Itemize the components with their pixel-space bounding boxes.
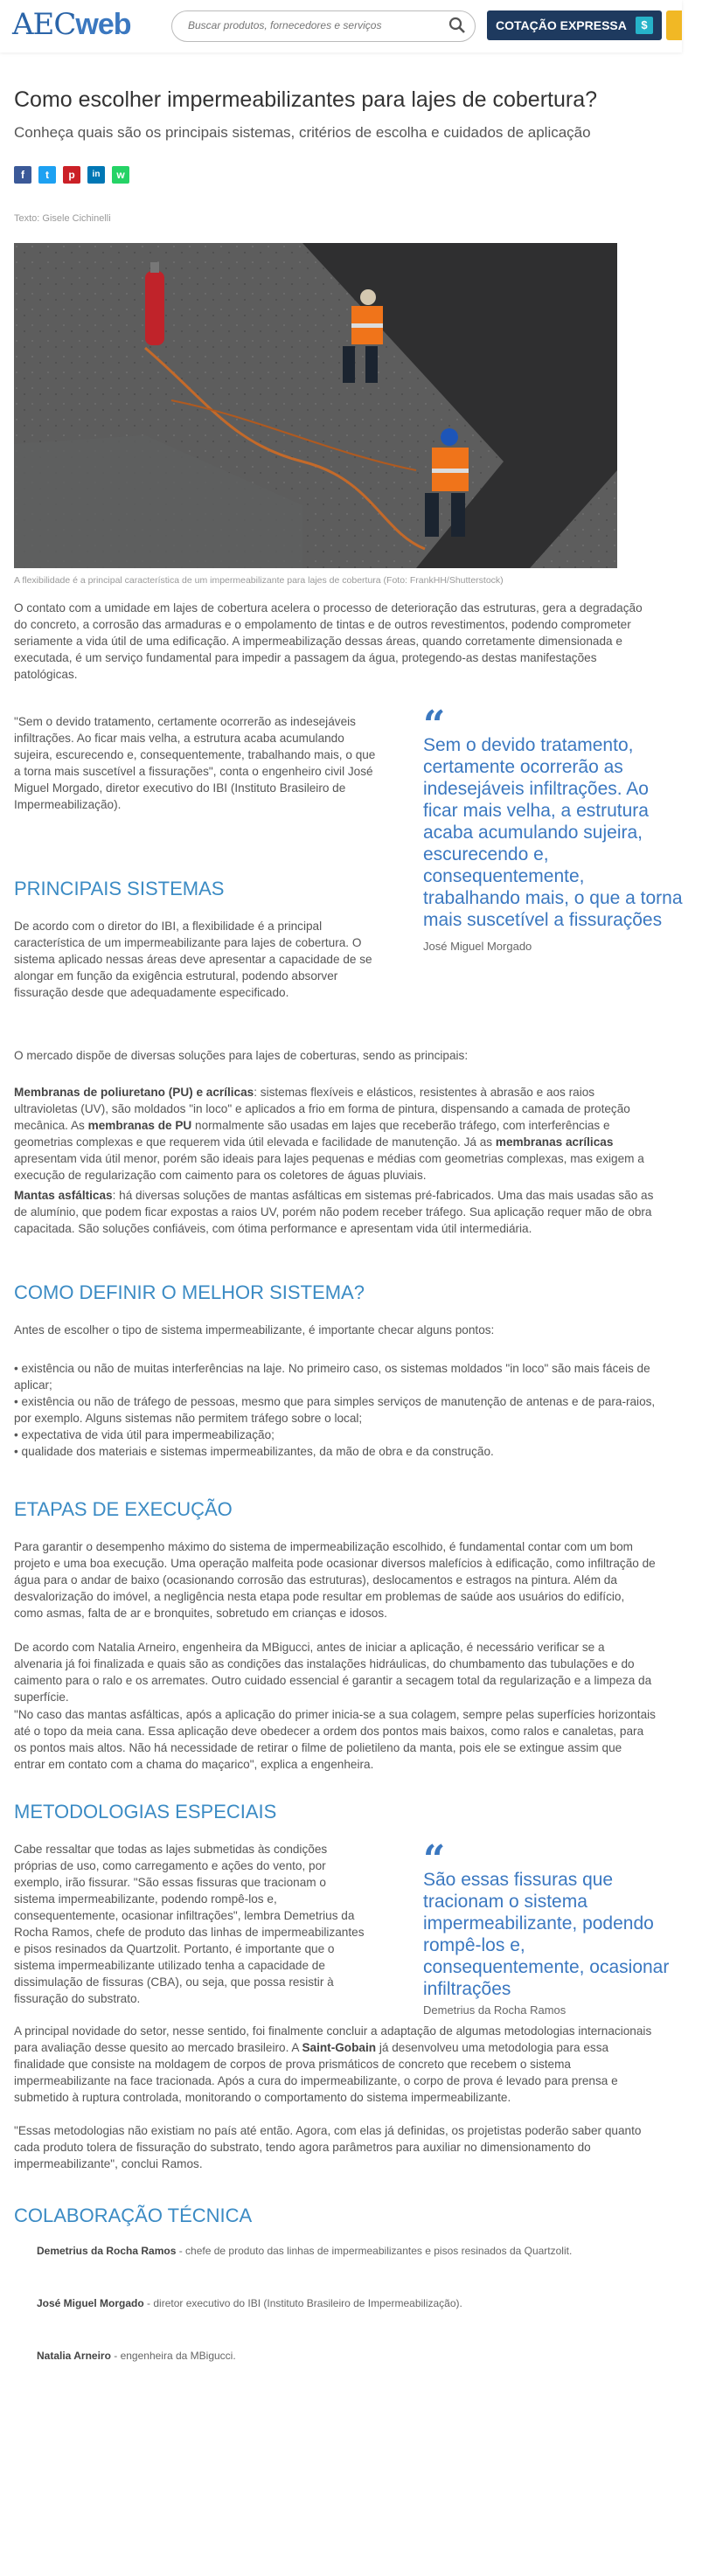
- quote-text: Sem o devido tratamento, certamente ocorrerão as indesejáveis infiltrações. Ao ficar mais velha, a estrutura acaba acumulando sujeira, escurecendo e, consequentemente, trabalhando mais, o que a torna mais suscetível a fissurações: [423, 735, 683, 930]
- whatsapp-share-icon[interactable]: w: [112, 166, 129, 184]
- section-heading-metodologias: METODOLOGIAS ESPECIAIS: [14, 1801, 277, 1823]
- facebook-share-icon[interactable]: f: [14, 166, 31, 184]
- paragraph: "Sem o devido tratamento, certamente ocorrerão as indesejáveis infiltrações. Ao ficar mais velha, a estrutura acaba acumulando sujeira, escurecendo e, consequentemente, trabalhando mais, o que a torna mais suscetível a fissurações", conta o engenheiro civil José Miguel Morgado, diretor executivo do IBI (Instituto Brasileiro de Impermeabilização).: [14, 715, 376, 811]
- dollar-icon: $: [636, 17, 653, 34]
- article-author: Texto: Gisele Cichinelli: [14, 213, 111, 224]
- section-heading-etapas: ETAPAS DE EXECUÇÃO: [14, 1498, 233, 1520]
- paragraph: "Essas metodologias não existiam no país até então. Agora, com elas já definidas, os projetistas poderão saber quanto cada produto tolera de fissuração do substrato, tendo agora parâmetros para auxiliar no dimensionamento do impermeabilizante", conclui Ramos.: [14, 2124, 642, 2170]
- collaborator-item: José Miguel Morgado - diretor executivo do IBI (Instituto Brasileiro de Impermeabilização).: [37, 2297, 462, 2309]
- pinterest-share-icon[interactable]: p: [63, 166, 80, 184]
- paragraph: Antes de escolher o tipo de sistema impermeabilizante, é importante checar alguns pontos:: [14, 1323, 495, 1337]
- paragraph: Cabe ressaltar que todas as lajes submetidas às condições próprias de uso, como carregamento e ações do vento, por exemplo, irão fissurar. "São essas fissuras que tracionam o sistema impermeabilizante, podendo rompê-los e, consequentemente, ocasionar infiltrações", lembra Demetrius da Rocha Ramos, chefe de produto das linhas de impermeabilizantes e pisos resinados da Quartzolit. Portanto, é importante que o sistema impermeabilizante utilizado tenha a capacidade de dissimulação de fissuras (CBA), ou seja, que possa resistir à fissuração do substrato.: [14, 1843, 365, 2005]
- paragraph: O contato com a umidade em lajes de cobertura acelera o processo de deterioração das estruturas, gera a degradação do concreto, a corrosão das armaduras e o empolamento de tintas e de outros revestimentos, podendo comprometer seriamente a vida útil de uma edificação. A impermeabilização dessas áreas, quando corretamente dimensionada e executada, é um serviço fundamental para impedir a passagem da água, protegendo-as destas manifestações patológicas.: [14, 601, 643, 681]
- paragraph: Mantas asfálticas: há diversas soluções de mantas asfálticas em sistemas pré-fabricados. Uma das mais usadas são as de alumínio, que podem ficar expostas a raios UV, porém não podem receber tráfego. Sua aplicação requer mão de obra capacitada. São soluções confiáveis, com ótima performance e apresentam vida útil intermediária.: [14, 1189, 654, 1235]
- menu-button[interactable]: [666, 10, 682, 40]
- paragraph: O mercado dispõe de diversas soluções para lajes de coberturas, sendo as principais:: [14, 1049, 469, 1062]
- paragraph: Para garantir o desempenho máximo do sistema de impermeabilização escolhido, é fundamental contar com um bom projeto e uma boa execução. Uma operação malfeita pode ocasionar diversos malefícios à edificação, como infiltração de água para o andar de baixo (ocasionando corrosão das estruturas), deslocamentos e estragos na pintura. Além da desvalorização do imóvel, a negligência nesta etapa pode resultar em problemas de saúde aos usuários do edifício, como asmas, falta de ar e bronquites, sobretudo em crianças e idosos.: [14, 1540, 656, 1620]
- section-heading-colaboracao: COLABORAÇÃO TÉCNICA: [14, 2205, 253, 2226]
- quote-author: Demetrius da Rocha Ramos: [423, 2003, 567, 2017]
- paragraph: A principal novidade do setor, nesse sentido, foi finalmente concluir a adaptação de algumas metodologias internacionais para avaliação desse quesito ao mercado brasileiro. A Saint-Gobain já desenvolveu uma metodologia para essa finalidade que consiste na moldagem de corpos de prova prismáticos de concreto que recebem o sistema impermeabilizante na face tracionada. Após a cura do impermeabilizante, o corpo de prova é levado para prensa e submetido à ruptura controlada, monitorando o comportamento do sistema impermeabilizante.: [14, 2024, 652, 2104]
- collaborator-item: Demetrius da Rocha Ramos - chefe de produto das linhas de impermeabilizantes e pisos resinados da Quartzolit.: [37, 2245, 573, 2257]
- quote-text: São essas fissuras que tracionam o sistema impermeabilizante, podendo rompê-los e, consequentemente, ocasionar infiltrações: [423, 1870, 670, 1999]
- section-heading-definir: COMO DEFINIR O MELHOR SISTEMA?: [14, 1281, 365, 1303]
- article-photo: [14, 243, 617, 568]
- bullet-item: • existência ou não de tráfego de pessoas, mesmo que para simples serviços de manutenção de antenas e de para-raios, por exemplo. Alguns sistemas não permitem tráfego sobre o local;: [14, 1395, 656, 1425]
- quote-author: José Miguel Morgado: [423, 940, 532, 953]
- paragraph: De acordo com Natalia Arneiro, engenheira da MBigucci, antes de iniciar a aplicação, é necessário verificar se a alvenaria já foi finalizada e quais são as condições das instalações hidráulicas, do chumbamento das tubulações e do caimento para o ralo e os arremates. Outro cuidado essencial é garantir a secagem total da regularização e a limpeza da superfície.: [14, 1641, 652, 1704]
- twitter-share-icon[interactable]: t: [38, 166, 56, 184]
- search-box[interactable]: [171, 10, 476, 42]
- quote-icon: “: [423, 1837, 446, 1882]
- linkedin-share-icon[interactable]: in: [87, 166, 105, 184]
- quote-icon: “: [423, 703, 446, 747]
- site-header: [0, 0, 682, 52]
- paragraph: De acordo com o diretor do IBI, a flexibilidade é a principal característica de um impermeabilizante para lajes de cobertura. O sistema aplicado nessas áreas deve apresentar a capacidade de se alongar em função da exigência estrutural, podendo absorver fissuração desde que adequadamente especificado.: [14, 920, 372, 999]
- cotacao-expressa-button[interactable]: COTAÇÃO EXPRESSA $: [487, 10, 662, 40]
- search-icon[interactable]: [448, 17, 466, 34]
- article-subtitle: Conheça quais são os principais sistemas, critérios de escolha e cuidados de aplicação: [14, 124, 591, 141]
- photo-caption: A flexibilidade é a principal característica de um impermeabilizante para lajes de cobertura (Foto: FrankHH/Shutterstock): [14, 575, 504, 586]
- site-logo[interactable]: AECweb: [12, 7, 131, 42]
- collaborator-item: Natalia Arneiro - engenheira da MBigucci.: [37, 2350, 236, 2362]
- bullet-item: • expectativa de vida útil para impermeabilização;: [14, 1428, 275, 1441]
- search-input[interactable]: [186, 18, 434, 32]
- section-heading-principais: PRINCIPAIS SISTEMAS: [14, 878, 225, 899]
- paragraph: Membranas de poliuretano (PU) e acrílicas: sistemas flexíveis e elásticos, resistentes à abrasão e aos raios ultravioletas (UV), são moldados "in loco" e aplicados a frio em forma de pintura, dispensando a camada de proteção mecânica. As membranas de PU normalmente são usadas em lajes que receberão tráfego, com interferências e geometrias complexas e que requerem vida útil elevada e facilidade de manutenção. Já as membranas acrílicas apresentam vida útil menor, porém são ideais para lajes pequenas e médias com geometrias complexas, mas exigem a execução de regularização com caimento para os coletores de águas pluviais.: [14, 1086, 644, 1182]
- pull-quote: [423, 703, 685, 953]
- paragraph: "No caso das mantas asfálticas, após a aplicação do primer inicia-se a sua colagem, sempre pelas superfícies horizontais até o topo da meia cana. Essa aplicação deve obedecer a ordem dos pontos mais baixos, como ralos e canaletas, para os pontos mais altos. Não há necessidade de retirar o filme de polietileno da manta, pois ele se extingue assim que entrar em contato com a chama do maçarico", explica a engenheira.: [14, 1708, 656, 1771]
- article-title: Como escolher impermeabilizantes para lajes de cobertura?: [14, 87, 598, 112]
- bullet-item: • existência ou não de muitas interferências na laje. No primeiro caso, os sistemas moldados "in loco" são mais fáceis de aplicar;: [14, 1362, 650, 1392]
- bullet-item: • qualidade dos materiais e sistemas impermeabilizantes, da mão de obra e da construção.: [14, 1445, 494, 1458]
- pull-quote: [423, 1837, 685, 2017]
